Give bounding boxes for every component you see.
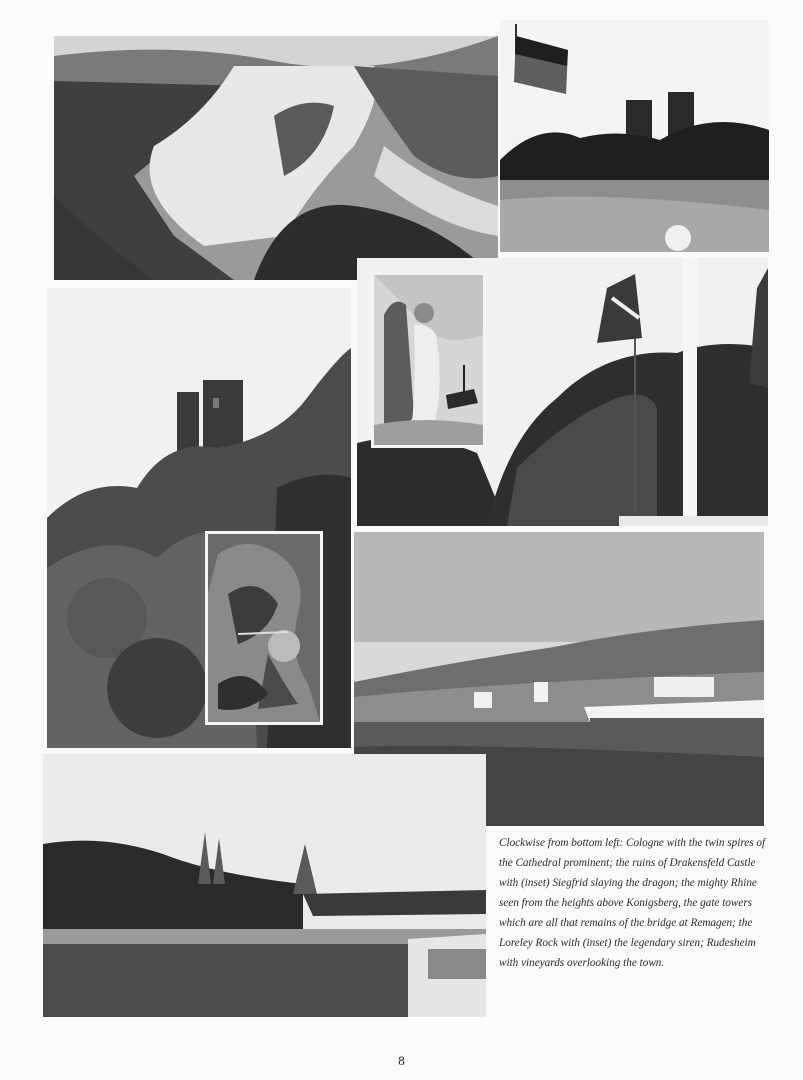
cologne-photo	[43, 754, 486, 1017]
rhine-from-heights-photo	[54, 36, 498, 280]
siegfried-dragon-inset	[205, 531, 323, 725]
siren-inset	[371, 272, 486, 448]
page-number: 8	[398, 1053, 405, 1068]
photo-caption: Clockwise from bottom left: Cologne with the twin spires of the Cathedral prominent; the ruins of Drakensfeld Castle with (inset) Siegfrid slaying the dragon; the mighty Rhine seen from the heights above Konigsberg, the gate towers which are all that remains of the bridge at Remagen; the Loreley Rock with (inset) the legendary siren; Rudesheim with vineyards overlooking the town.	[499, 837, 766, 969]
remagen-bridge-towers-photo	[500, 20, 769, 252]
